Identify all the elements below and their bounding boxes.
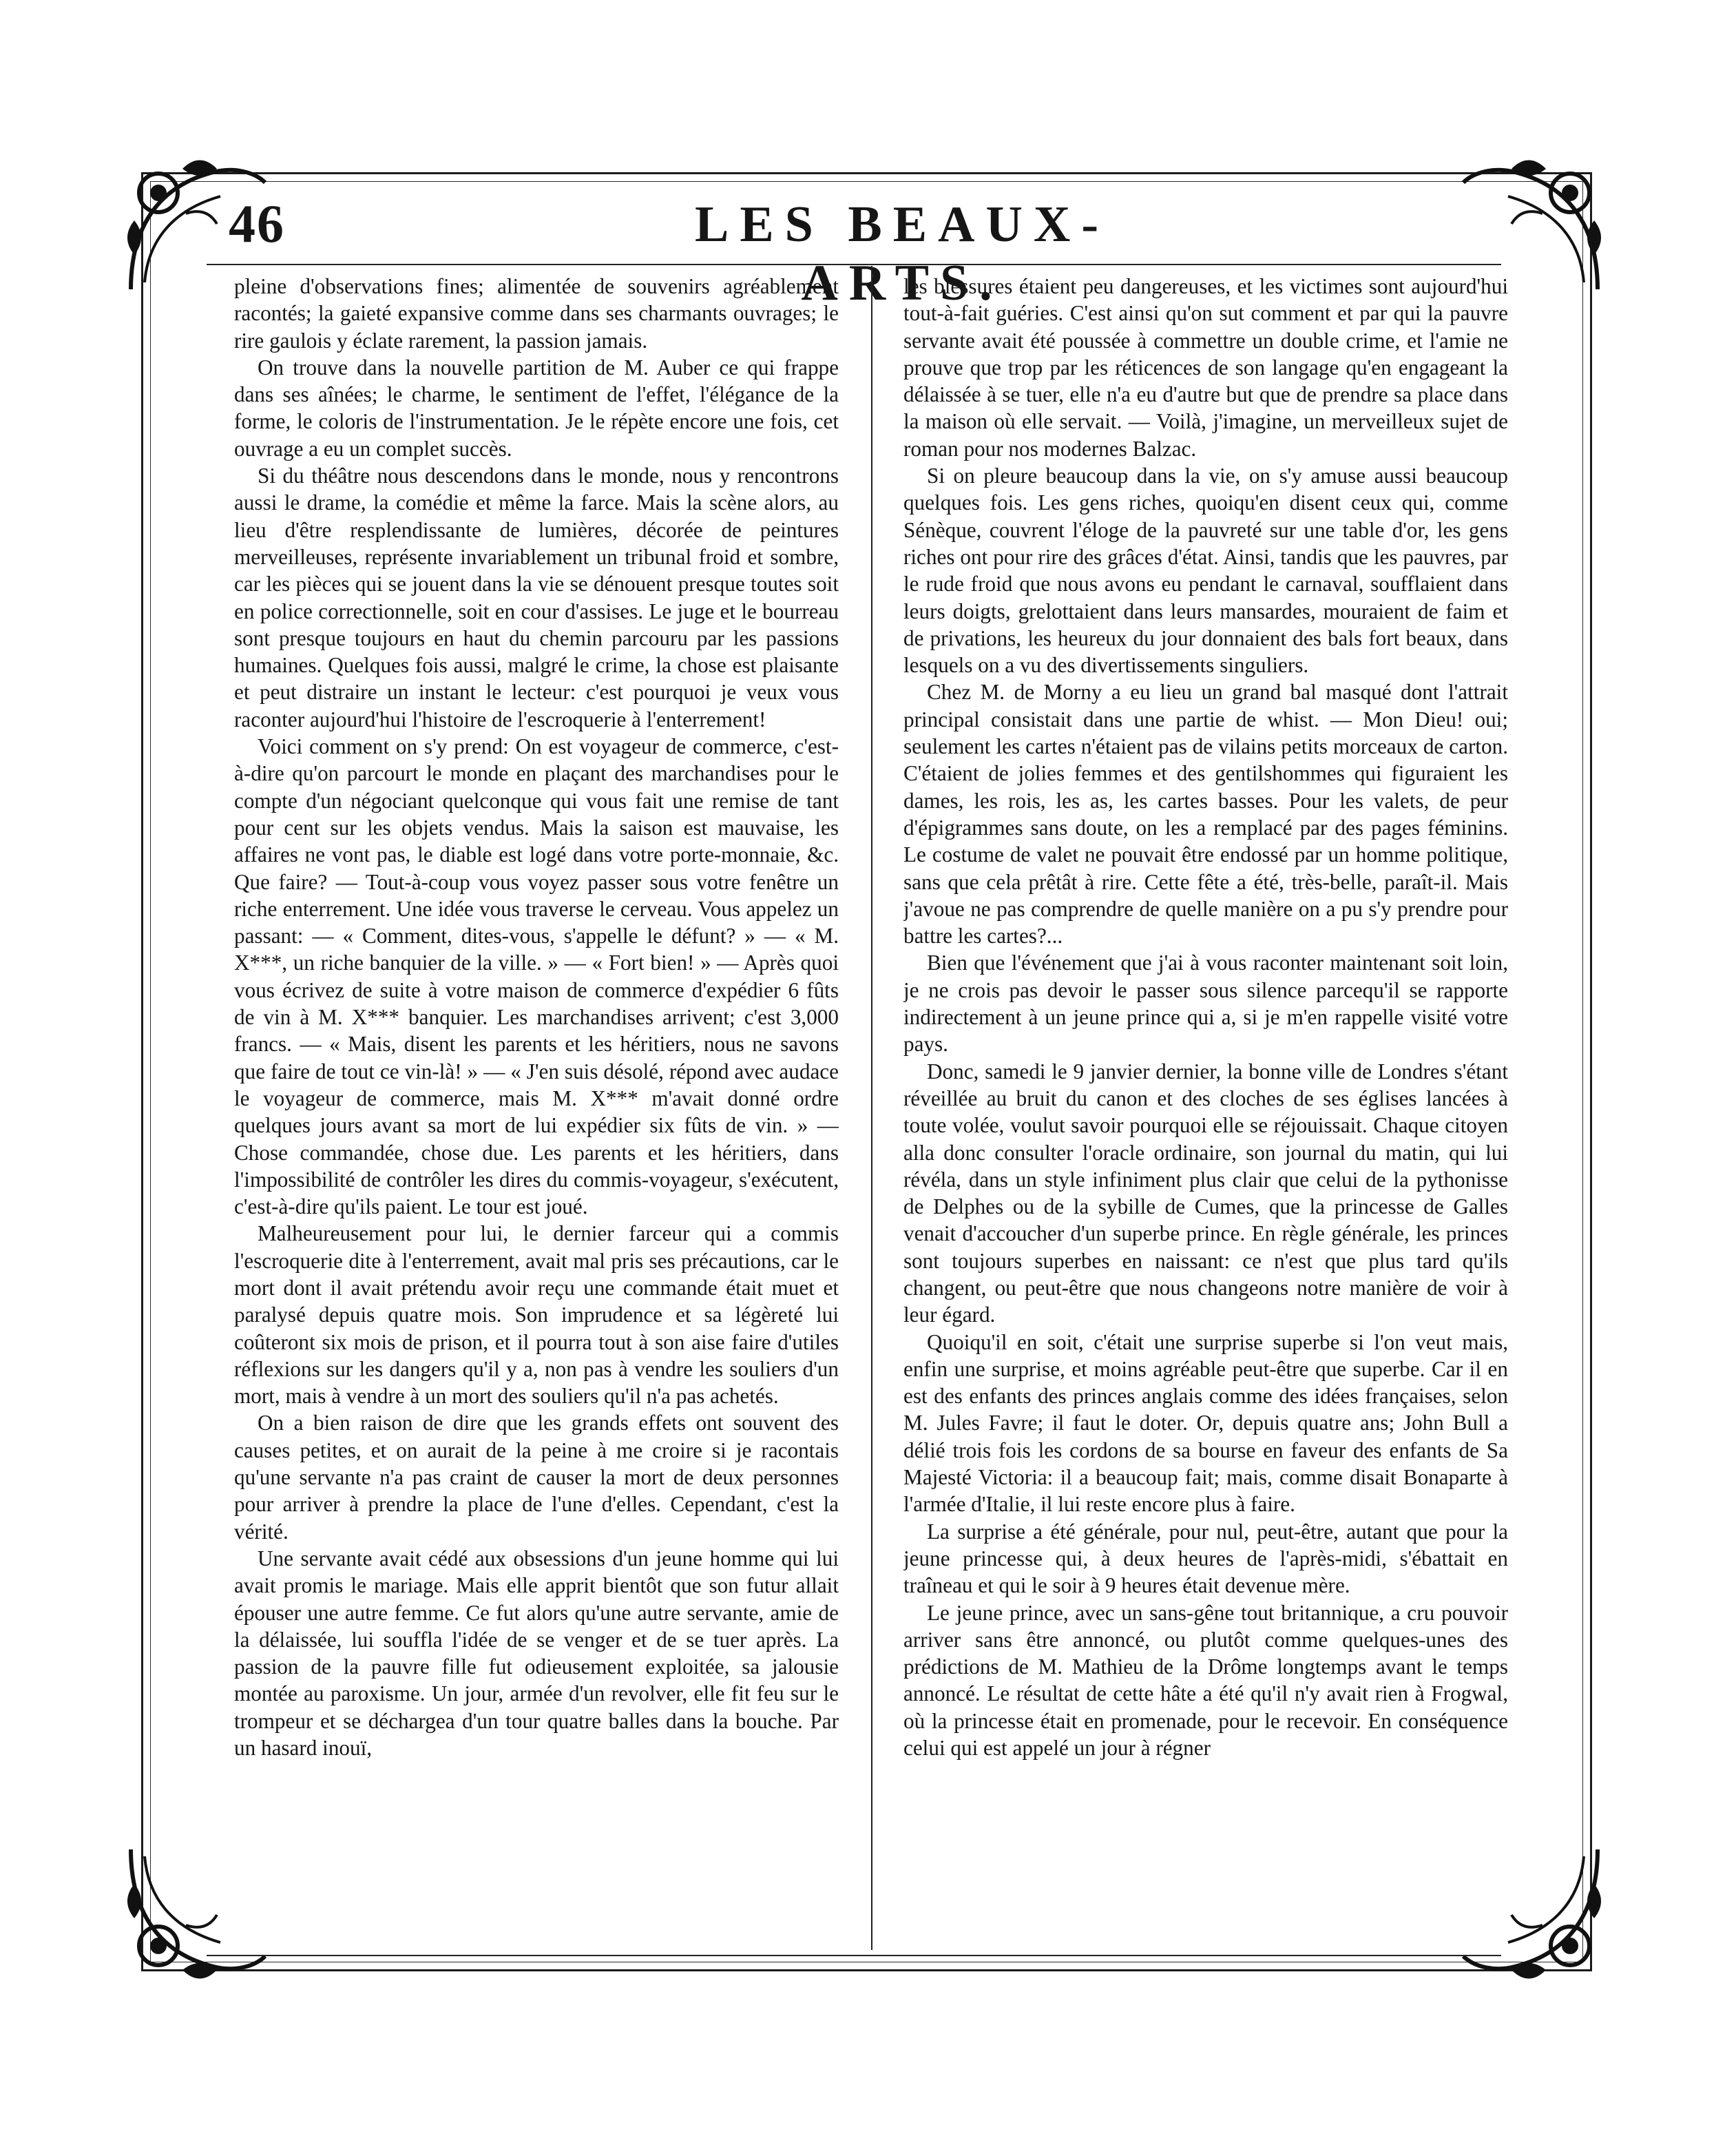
paragraph: Si on pleure beaucoup dans la vie, on s'y amuse aussi beaucoup quelques fois. Les gens riches, quoiqu'en disent ceux qui, comme Sénèque, couvrent l'éloge de la pauvreté sur une table d'or, les gens riches ont pour rire des grâces d'état. Ainsi, tandis que les pauvres, par le rude froid que nous avons eu pendant le carnaval, soufflaient dans leurs doigts, grelottaient dans leurs mansardes, mouraient de faim et de privations, les heureux du jour donnaient des bals fort beaux, dans lesquels on a vu des divertissements singuliers. <box>903 464 1508 678</box>
paragraph: Donc, samedi le 9 janvier dernier, la bonne ville de Londres s'étant réveillée au bruit du canon et des cloches de ses églises lancées à toute volée, voulut savoir pourquoi elle se réjouissait. Chaque citoyen alla donc consulter l'oracle ordinaire, son journal du matin, qui lui révéla, dans un style infiniment plus clair que celui de la pythonisse de Delphes ou de la sybille de Cumes, que la princesse de Galles venait d'accoucher d'un superbe prince. En règle générale, les princes sont toujours superbes en naissant: ce n'est que plus tard qu'ils changent, ou peut-être que nous changeons notre manière de voir à leur égard. <box>903 1059 1508 1327</box>
paragraph: Quoiqu'il en soit, c'était une surprise superbe si l'on veut mais, enfin une surprise, et moins agréable peut-être que superbe. Car il en est des enfants des princes anglais comme des idées françaises, selon M. Jules Favre; il faut le doter. Or, depuis quatre ans; John Bull a délié trois fois les cordons de sa bourse en faveur des enfants de Sa Majesté Victoria: il a beaucoup fait; mais, comme disait Bonaparte à l'armée d'Italie, il lui reste encore plus à faire. <box>903 1329 1508 1517</box>
paragraph: Bien que l'événement que j'ai à vous raconter maintenant soit loin, je ne crois pas devoir le passer sous silence parcequ'il se rapporte indirectement à un jeune prince qui a, si je m'en rappelle visité votre pays. <box>903 951 1508 1057</box>
masthead-title: LES BEAUX-ARTS. <box>694 196 1110 311</box>
page-number: 46 <box>229 194 285 253</box>
left-column <box>234 273 839 1953</box>
paragraph: Le jeune prince, avec un sans-gêne tout britannique, a cru pouvoir arriver sans être annoncé, ou plutôt comme quelques-unes des prédictions de M. Mathieu de la Drôme longtemps avant le temps annoncé. Le résultat de cette hâte a été qu'il n'y avait rien à Frogwal, où la princesse était en promenade, pour le recevoir. En conséquence celui qui est appelé un jour à régner <box>903 1600 1508 1761</box>
footer-rule <box>207 1955 1501 1956</box>
paragraph: Chez M. de Morny a eu lieu un grand bal masqué dont l'attrait principal consistait dans une partie de whist. — Mon Dieu! oui; seulement les cartes n'étaient pas de vilains petits morceaux de carton. C'étaient de jolies femmes et des gentilshommes qui figuraient les dames, les rois, les as, les cartes basses. Pour les valets, de peur d'épigrammes sans doute, on les a remplacé par des pages féminins. Le costume de valet ne pouvait être endossé par un homme politique, sans que cela prêtât à rire. Cette fête a été, très-belle, paraît-il. Mais j'avoue ne pas comprendre de quelle manière on a pu s'y prendre pour battre les cartes?... <box>903 680 1508 948</box>
paragraph: On a bien raison de dire que les grands effets ont souvent des causes petites, et on aurait de la peine à me croire si je racontais qu'une servante n'a pas craint de causer la mort de deux personnes pour arriver à prendre la place de l'une d'elles. Cependant, c'est la vérité. <box>234 1411 839 1544</box>
paragraph: Voici comment on s'y prend: On est voyageur de commerce, c'est-à-dire qu'on parcourt le monde en plaçant des marchandises pour le compte d'un négociant quelconque qui vous fait une remise de tant pour cent sur les objets vendus. Mais la saison est mauvaise, les affaires ne vont pas, le diable est logé dans votre porte-monnaie, &c. Que faire? — Tout-à-coup vous voyez passer sous votre fenêtre un riche enterrement. Une idée vous traverse le cerveau. Vous appelez un passant: — « Comment, dites-vous, s'appelle le défunt? » — « M. X***, un riche banquier de la ville. » — « Fort bien! » — Après quoi vous écrivez de suite à votre maison de commerce d'expédier 6 fûts de vin à M. X*** banquier. Les marchandises arrivent; c'est 3,000 francs. — « Mais, disent les parents et les héritiers, nous ne savons que faire de tout ce vin-là! » — « J'en suis désolé, répond avec audace le voyageur de commerce, mais M. X*** m'avait donné ordre quelques jours avant sa mort de lui expédier six fûts de vin. » — Chose commandée, chose due. Les parents et les héritiers, dans l'impossibilité de contrôler les dires du commis-voyageur, s'exécutent, c'est-à-dire qu'ils paient. Le tour est joué. <box>234 734 839 1219</box>
paragraph: les blessures étaient peu dangereuses, et les victimes sont aujourd'hui tout-à-fait guéries. C'est ainsi qu'on sut comment et par qui la pauvre servante avait été poussée à commettre un double crime, et l'amie ne prouve que trop par les réticences de son langage qu'en engageant la délaissée à se tuer, elle n'a eu d'autre but que de prendre sa place dans la maison où elle servait. — Voilà, j'imagine, un merveilleux sujet de roman pour nos modernes Balzac. <box>903 274 1508 461</box>
right-column <box>903 273 1508 1953</box>
paragraph: pleine d'observations fines; alimentée de souvenirs agréablement racontés; la gaieté expansive comme dans ses charmants ouvrages; le rire gaulois y éclate rarement, la passion jamais. <box>234 274 839 353</box>
paragraph: On trouve dans la nouvelle partition de M. Auber ce qui frappe dans ses aînées; le charme, le sentiment de l'effet, l'élégance de la forme, le coloris de l'instrumentation. Je le répète encore une fois, cet ouvrage a eu un complet succès. <box>234 355 839 461</box>
column-divider <box>871 266 872 1950</box>
paragraph: Si du théâtre nous descendons dans le monde, nous y rencontrons aussi le drame, la comédie et même la farce. Mais la scène alors, au lieu d'être resplendissante de lumières, décorée de peintures merveilleuses, représente invariablement un tribunal froid et sombre, car les pièces qui se jouent dans la vie se dénouent presque toutes soit en police correctionnelle, soit en cour d'assises. Le juge et le bourreau sont presque toujours en haut du chemin parcouru par les passions humaines. Quelques fois aussi, malgré le crime, la chose est plaisante et peut distraire un instant le lecteur: c'est pourquoi je veux vous raconter aujourd'hui l'histoire de l'escroquerie à l'enterrement! <box>234 464 839 732</box>
header-rule <box>207 264 1501 265</box>
paragraph: La surprise a été générale, pour nul, peut-être, autant que pour la jeune princesse qui, à deux heures de l'après-midi, s'ébattait en traîneau et qui le soir à 9 heures était devenue mère. <box>903 1519 1508 1598</box>
paragraph: Malheureusement pour lui, le dernier farceur qui a commis l'escroquerie dite à l'enterrement, avait mal pris ses précautions, car le mort dont il avait prétendu avoir reçu une commande était muet et paralysé depuis quatre mois. Son imprudence et sa légèreté lui coûteront six mois de prison, et il pourra tout à son aise faire d'utiles réflexions sur les dangers qu'il y a, non pas à vendre les souliers d'un mort, mais à vendre à un mort des souliers qu'il n'a pas achetés. <box>234 1221 839 1409</box>
paragraph: Une servante avait cédé aux obsessions d'un jeune homme qui lui avait promis le mariage. Mais elle apprit bientôt que son futur allait épouser une autre femme. Ce fut alors qu'une autre servante, amie de la délaissée, lui souffla l'idée de se venger et de se tuer après. La passion de la pauvre fille fut odieusement exploitée, sa jalousie montée au paroxisme. Un jour, armée d'un revolver, elle fit feu sur le trompeur et se déchargea d'un tour quatre balles dans la bouche. Par un hasard inouï, <box>234 1546 839 1761</box>
